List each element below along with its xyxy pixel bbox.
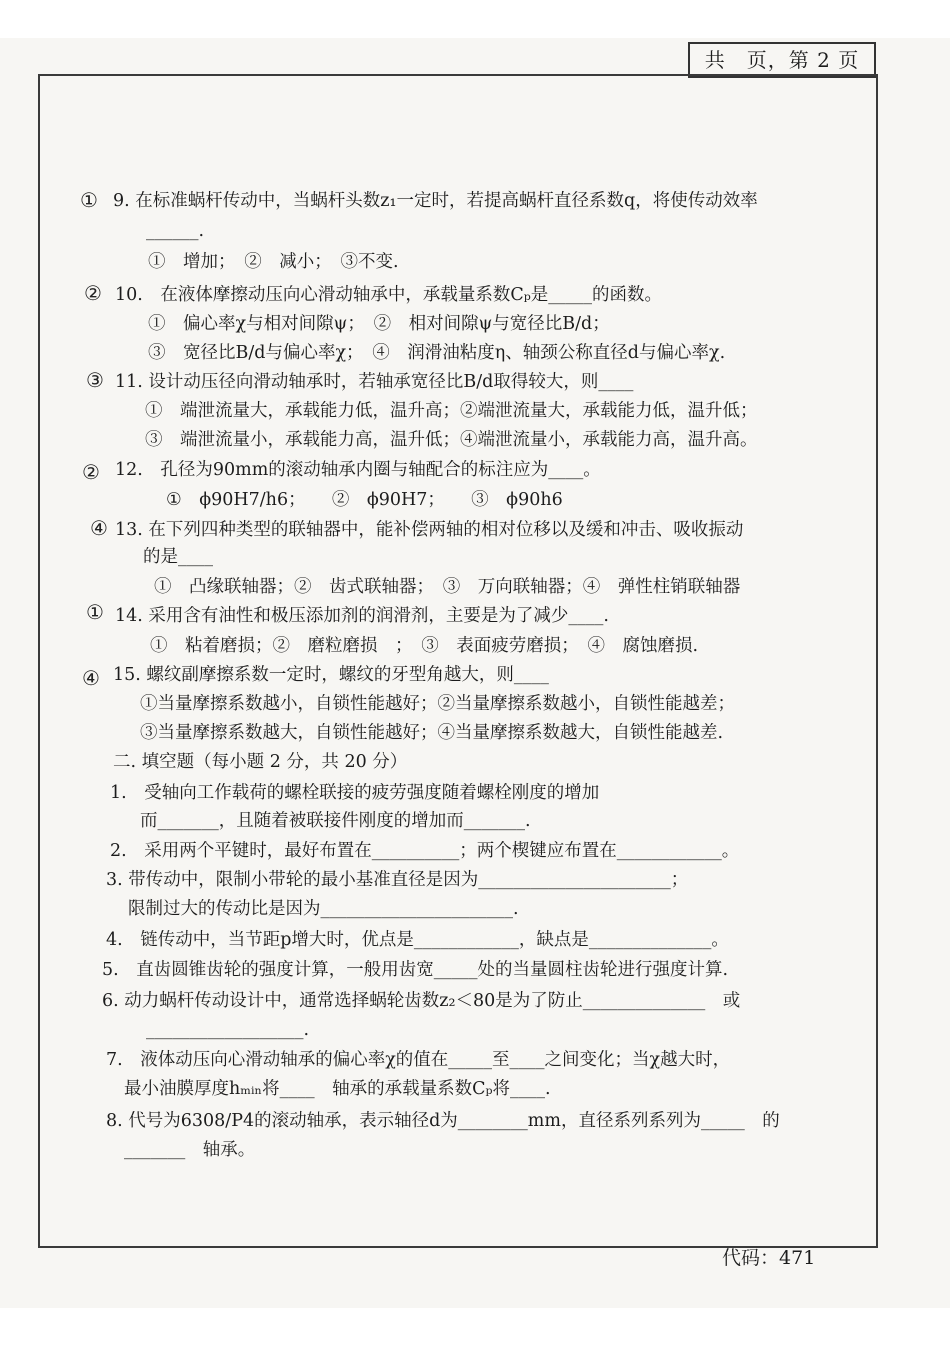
exam-code-value: 471: [779, 1247, 816, 1269]
q15-options-1: ①当量摩擦系数越小，自锁性能越好；②当量摩擦系数越小，自锁性能越差；: [140, 694, 735, 714]
fill-q5: 5. 直齿圆锥齿轮的强度计算，一般用齿宽_____处的当量圆柱齿轮进行强度计算.: [102, 960, 729, 980]
q10-options-1: ① 偏心率χ与相对间隙ψ； ② 相对间隙ψ与宽径比B/d；: [148, 314, 610, 334]
answer-mark-q10: ②: [84, 281, 102, 305]
fill-q3-line1: 3. 带传动中，限制小带轮的最小基准直径是因为______________________；: [106, 870, 689, 890]
q14-stem: 14. 采用含有油性和极压添加剂的润滑剂，主要是为了减少____.: [115, 606, 609, 626]
fill-q3-line2: 限制过大的传动比是因为______________________.: [128, 899, 519, 919]
fill-q7-line1: 7. 液体动压向心滑动轴承的偏心率χ的值在_____至____之间变化；当χ越大时，: [106, 1050, 731, 1070]
fill-q7-line2: 最小油膜厚度hₘᵢₙ将____ 轴承的承载量系数Cₚ将____.: [124, 1079, 551, 1099]
section-title-fill-in: 二. 填空题（每小题 2 分，共 20 分）: [113, 752, 408, 772]
q9-options: ① 增加； ② 减小； ③不变.: [148, 252, 399, 272]
q12-options: ① ϕ90H7/h6； ② ϕ90H7； ③ ϕ90h6: [166, 490, 563, 510]
q9-stem: 9. 在标准蜗杆传动中，当蜗杆头数z₁一定时，若提高蜗杆直径系数q，将使传动效率: [113, 191, 758, 211]
fill-q6-line2: __________________.: [146, 1020, 310, 1040]
fill-q2: 2. 采用两个平键时，最好布置在__________；两个楔键应布置在____________。: [110, 841, 740, 861]
exam-code: [722, 1246, 815, 1270]
q11-stem: 11. 设计动压径向滑动轴承时，若轴承宽径比B/d取得较大，则____: [115, 372, 634, 392]
answer-mark-q15: ④: [82, 666, 100, 690]
q12-stem: 12. 孔径为90mm的滚动轴承内圈与轴配合的标注应为____。: [115, 460, 601, 480]
exam-code-label: 代码：: [722, 1247, 780, 1269]
answer-mark-q14: ①: [86, 600, 104, 624]
fill-q1-line1: 1. 受轴向工作载荷的螺栓联接的疲劳强度随着螺栓刚度的增加: [110, 783, 600, 803]
fill-q8-line2: _______ 轴承。: [124, 1140, 256, 1160]
fill-q1-line2: 而_______，且随着被联接件刚度的增加而_______.: [140, 811, 531, 831]
page-number-box: 共 页，第 2 页: [688, 42, 876, 78]
q13-stem: 13. 在下列四种类型的联轴器中，能补偿两轴的相对位移以及缓和冲击、吸收振动: [115, 520, 744, 540]
fill-q8-line1: 8. 代号为6308/P4的滚动轴承，表示轴径d为________mm，直径系列系列为_____ 的: [106, 1111, 780, 1131]
q14-options: ① 粘着磨损；② 磨粒磨损 ； ③ 表面疲劳磨损； ④ 腐蚀磨损.: [150, 636, 699, 656]
q13-stem-cont: 的是____: [143, 547, 213, 567]
q11-options-2: ③ 端泄流量小，承载能力高，温升低；④端泄流量小，承载能力高，温升高。: [145, 430, 758, 450]
q15-options-2: ③当量摩擦系数越大，自锁性能越好；④当量摩擦系数越大，自锁性能越差.: [140, 723, 724, 743]
answer-mark-q11: ③: [86, 368, 104, 392]
q15-stem: 15. 螺纹副摩擦系数一定时，螺纹的牙型角越大，则____: [113, 665, 549, 685]
fill-q4: 4. 链传动中，当节距p增大时，优点是____________，缺点是______________。: [106, 930, 729, 950]
q11-options-1: ① 端泄流量大，承载能力低，温升高；②端泄流量大，承载能力低，温升低；: [145, 401, 758, 421]
q13-options: ① 凸缘联轴器；② 齿式联轴器； ③ 万向联轴器；④ 弹性柱销联轴器: [154, 577, 741, 597]
q9-blank: ______.: [146, 221, 205, 241]
answer-mark-q9: ①: [80, 188, 98, 212]
fill-q6-line1: 6. 动力蜗杆传动设计中，通常选择蜗轮齿数z₂＜80是为了防止______________ 或: [102, 991, 741, 1011]
q10-stem: 10. 在液体摩擦动压向心滑动轴承中，承载量系数Cₚ是_____的函数。: [115, 285, 662, 305]
q10-options-2: ③ 宽径比B/d与偏心率χ； ④ 润滑油粘度η、轴颈公称直径d与偏心率χ.: [148, 343, 726, 363]
answer-mark-q13: ④: [90, 516, 108, 540]
answer-mark-q12: ②: [82, 460, 100, 484]
